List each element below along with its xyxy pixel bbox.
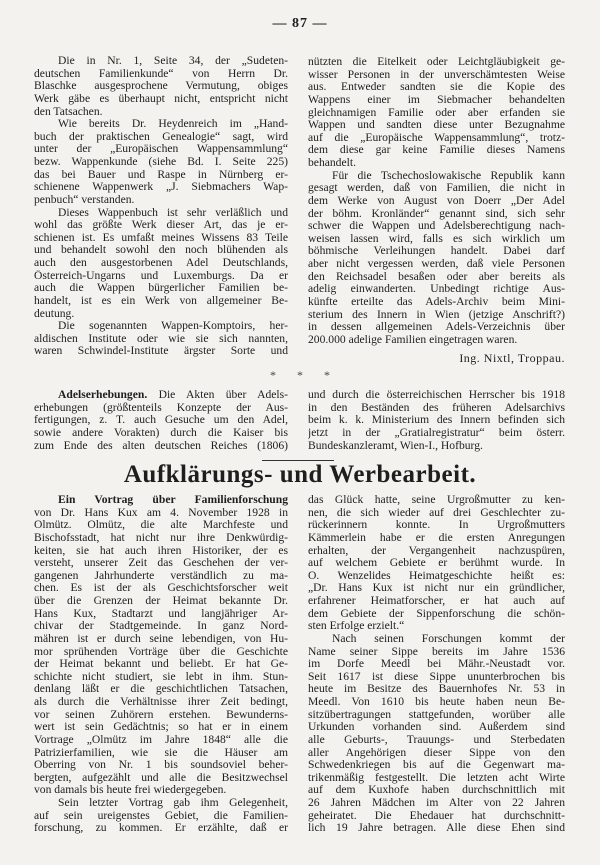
text-line (34, 194, 288, 207)
line-text: Werk gäbe es überhaupt nicht, entspricht nicht (34, 92, 288, 105)
text-line (308, 570, 565, 583)
text-line (34, 532, 288, 545)
line-text: rückerinnern konnte. In Urgroßmutters (308, 519, 565, 532)
text-line (34, 414, 288, 427)
text-line (34, 822, 288, 835)
line-text: mähren ist er durch seine lebendigen, von Hu- (34, 632, 288, 645)
text-line (308, 822, 565, 835)
line-text: behandelt. (308, 157, 356, 169)
text-line (34, 131, 288, 144)
line-text: Vortrage „Olmütz im Jahre 1848“ alle die (34, 733, 288, 746)
text-line (34, 696, 288, 709)
lead-in: Ein Vortrag über Familienforschung (58, 494, 288, 506)
line-text: jetzt in der „Gratialregistratur“ beim österr. (308, 426, 565, 439)
line-text: im Dorfe Meedl bei Mähr.-Neustadt vor. (308, 658, 565, 671)
text-line (34, 507, 288, 520)
line-text: böhmische Verleihungen handelt. Dabei darf (308, 245, 565, 258)
text-line (308, 220, 565, 233)
text-line (308, 81, 565, 94)
text-line (34, 181, 288, 194)
text-line (34, 683, 288, 696)
line-text: denlang läßt er die geschichtlichen Tatsachen, (34, 683, 288, 696)
text-line (308, 402, 565, 415)
paragraph (308, 56, 565, 170)
text-line (34, 721, 288, 734)
line-text: deutung. (34, 307, 75, 320)
line-text: Bundeskanzleramt, Wien-I., Hofburg. (308, 439, 483, 452)
line-text: den Tatsachen. (34, 105, 103, 118)
line-text: chen. Es ist der als Geschichtsforscher weit (34, 582, 288, 595)
text-line (308, 119, 565, 132)
paragraph (308, 494, 565, 633)
line-text: mor sprühenden Vorträge über die Geschichte (34, 645, 288, 658)
notice-adelserhebungen-right (308, 389, 565, 452)
line-text: buch der praktischen Genealogie“ sagt, wird (34, 130, 288, 143)
text-line (308, 296, 565, 309)
paragraph (34, 55, 288, 118)
line-text: 200.000 adelige Familien eingetragen waren. (308, 333, 518, 346)
text-line (308, 519, 565, 532)
line-text: Patrizierfamilien, wie sie die Häuser am (34, 746, 288, 759)
line-text: Die Akten über Adels- (147, 389, 288, 401)
text-line (34, 156, 288, 169)
line-text: der böhm. Kronländer“ genannt sind, sich sehr (308, 207, 565, 220)
line-text: als durch die Verhältnisse ihrer Zeit bedingt, (34, 696, 288, 708)
line-text: schwer die Wappen und Adelsberechtigung nach- (308, 220, 565, 233)
text-line (308, 709, 565, 722)
text-line (34, 709, 288, 722)
text-line (34, 582, 288, 595)
line-text: Österreich-Ungarns und Luxemburgs. Da er (34, 269, 288, 282)
text-line (308, 734, 565, 747)
line-text: Dieses Wappenbuch ist sehr verläßlich und (58, 206, 288, 219)
line-text: geheiratet. Die Ehedauer hat durchschnitt- (308, 809, 565, 822)
text-line (34, 282, 288, 295)
text-line (34, 207, 288, 220)
text-line (308, 494, 565, 507)
line-text: gleichnamigen Familie oder aber erfanden sie (308, 106, 565, 119)
text-line (34, 440, 288, 453)
line-text: alle Geburts-, Trauungs- und Sterbedaten (308, 733, 565, 746)
line-text: in dessen allgemeinen Adels-Verzeichnis über (308, 321, 565, 334)
text-line (308, 532, 565, 545)
line-text: beim k. k. Ministerium des Innern befinden sich (308, 414, 565, 427)
text-line (308, 258, 565, 271)
line-text: O. Wenzelides Heimatgeschichte heißt es: (308, 569, 565, 582)
line-text: schienen ist. Es umfaßt meines Wissens 83 Teile (34, 231, 288, 244)
text-line (308, 646, 565, 659)
text-line (34, 55, 288, 68)
text-line (308, 545, 565, 558)
line-text: Schwedenkriegen bis auf die Gegenwart ma- (308, 759, 565, 772)
text-line (34, 595, 288, 608)
line-text: aber nicht vergessen werden, daß viele Personen (308, 258, 565, 270)
line-text: trikenmäßig festgestellt. Die letzten acht Wirte (308, 771, 565, 784)
line-text: aldischen Institute oder wie sie sich nannten, (34, 332, 288, 345)
line-text: forschung, zu kommen. Er erzählte, daß er (34, 822, 288, 835)
line-text: Olmütz. Olmütz, die alte Marchfeste und (34, 519, 288, 532)
line-text: Die in Nr. 1, Seite 34, der „Sudeten- (58, 55, 288, 67)
text-line (34, 80, 288, 93)
paragraph (34, 389, 288, 452)
line-text: Urkunden vorhanden sind. Außerdem sind (308, 721, 565, 734)
text-line (308, 696, 565, 709)
text-line (308, 170, 565, 183)
text-line (34, 320, 288, 333)
line-text: erhebungen (größtenteils Konzepte der Aus- (34, 401, 288, 414)
line-text: erfahrener Heimatforscher, er hat auch auf (308, 595, 565, 607)
text-line (34, 93, 288, 106)
line-text: von Dr. Hans Kux am 4. November 1928 in (34, 506, 288, 519)
text-line (34, 494, 288, 507)
text-line (34, 557, 288, 570)
text-line (308, 784, 565, 797)
line-text: aller Angehörigen dieser Sippe von den (308, 746, 565, 759)
text-line (34, 671, 288, 684)
text-line (308, 759, 565, 772)
text-line (34, 734, 288, 747)
line-text: auf welchem Gebiete er berühmt wurde. In (308, 557, 565, 570)
line-text: und durch die österreichischen Herrscher bis 1918 (308, 389, 565, 401)
line-text: dem Werke von August von Doerr „Der Adel (308, 194, 565, 207)
paragraph (308, 633, 565, 835)
line-text: sowie andere Vorakten) durch die Kaiser bis (34, 426, 288, 439)
text-line (308, 245, 565, 258)
line-text: schienene Wappenwerk „J. Siebmachers Wap- (34, 181, 288, 194)
line-text: auf die „Europäische Wappensammlung“, trotz- (308, 131, 565, 144)
text-line (34, 545, 288, 558)
text-line (34, 784, 288, 797)
text-line (308, 595, 565, 608)
line-text: auch die Wappen bürgerlicher Familien be- (34, 282, 288, 295)
line-text: keiten, sie hat auch ihren Historiker, der es (34, 544, 288, 557)
line-text: bergten, aufgezählt und alle die Besitzwechsel (34, 771, 288, 784)
line-text: chivar der Stadtgemeinde. In ganz Nord- (34, 620, 288, 633)
line-text: gangenen Jahrhunderte verständlich zu ma- (34, 569, 288, 582)
line-text: wert ist sein Gedächtnis; so hat er in einem (34, 721, 288, 734)
paragraph (308, 170, 565, 347)
text-line (308, 208, 565, 221)
text-line (34, 333, 288, 346)
line-text: von damals bis heute frei wiedergegeben. (34, 784, 227, 797)
text-line (34, 244, 288, 257)
line-text: auf sein ureigenstes Gebiet, die Familien- (34, 809, 288, 822)
text-line (308, 132, 565, 145)
line-text: Seit 1617 ist diese Sippe ununterbrochen bis (308, 670, 565, 683)
text-line (34, 143, 288, 156)
notice-adelserhebungen-left (34, 389, 288, 452)
text-line (34, 232, 288, 245)
text-line (308, 233, 565, 246)
text-line (308, 797, 565, 810)
text-line (308, 56, 565, 69)
line-text: heute im Besitze des Bauernhofes Nr. 53 in (308, 683, 565, 696)
text-line (34, 169, 288, 182)
line-text: der Heimat bekannt und beliebt. Er hat Ge- (34, 658, 288, 671)
line-text: sitzübertragungen stattgefunden, worüber alle (308, 708, 565, 721)
text-line (308, 620, 565, 633)
line-text: und behandelt sowohl den noch blühenden als (34, 244, 288, 257)
text-line (308, 671, 565, 684)
text-line (308, 144, 565, 157)
line-text: penbuch“ verstanden. (34, 193, 135, 206)
line-text: sterium des Innern in Wien (jetzige Anschrift?) (308, 308, 565, 321)
text-line (308, 683, 565, 696)
text-line (308, 658, 565, 671)
line-text: Meedl. Von 1610 bis heute haben neun Be- (308, 696, 565, 708)
text-line (34, 570, 288, 583)
line-text: Kämmerlein habe er die ersten Anregungen (308, 531, 565, 544)
text-line (308, 334, 565, 347)
text-line (34, 620, 288, 633)
text-line (34, 402, 288, 415)
text-line (308, 157, 565, 170)
lead-in: Adelserhebungen. (58, 389, 148, 401)
paragraph (34, 797, 288, 835)
text-line (308, 747, 565, 760)
line-text: wohl das größte Werk dieser Art, das je er- (34, 219, 288, 232)
line-text: das Glück hatte, seine Urgroßmutter zu ken- (308, 494, 565, 506)
text-line (308, 309, 565, 322)
text-line (308, 557, 565, 570)
text-line (308, 633, 565, 646)
line-text: Sein letzter Vortrag gab ihm Gelegenheit, (58, 797, 288, 809)
line-text: waren Schwindel-Institute ärgster Sorte und (34, 345, 288, 358)
line-text: Wappen und sandten diese unter Bezugnahme (308, 119, 565, 132)
section-separator: * * * (270, 368, 330, 382)
text-line (34, 345, 288, 358)
text-line (308, 182, 565, 195)
line-text: weisen lassen wird, falls es sich wirklich um (308, 232, 565, 245)
line-text: erhalten, der Vergangenheit nachzuspüren, (308, 544, 565, 557)
text-line (34, 389, 288, 402)
section-heading: Aufklärungs- und Werbearbeit. (123, 461, 477, 488)
text-line (34, 646, 288, 659)
line-text: schichte nicht studiert, sie lebt in ihm. Stun- (34, 670, 288, 683)
column-bottom-left (34, 494, 288, 835)
text-line (34, 658, 288, 671)
text-line (308, 582, 565, 595)
line-text: sten Erfolge erzielt.“ (308, 620, 405, 633)
line-text: Name seiner Sippe bereits im Jahre 1536 (308, 645, 565, 658)
line-text: dem diese gar keine Familie dieses Namens (308, 144, 565, 157)
text-line (308, 271, 565, 284)
line-text: Die sogenannten Wappen-Komptoirs, her- (58, 320, 288, 333)
text-line (308, 195, 565, 208)
line-text: künfte erteilte das Adels-Archiv beim Mini- (308, 295, 565, 308)
text-line (308, 69, 565, 82)
text-line (34, 219, 288, 232)
text-line (34, 118, 288, 131)
column-top-left (34, 55, 288, 358)
page-number: — 87 — (272, 16, 328, 31)
line-text: gesagt werden, daß von Familien, die nicht in (308, 182, 565, 195)
paragraph (34, 320, 288, 358)
line-text: Wie bereits Dr. Heydenreich im „Hand- (58, 118, 288, 131)
line-text: Blaschke ausgesprochene Vermutung, obiges (34, 80, 288, 93)
text-line (34, 308, 288, 321)
line-text: wisser Personen in der unverschämtesten Weise (308, 68, 565, 81)
line-text: auch den ausgestorbenen Adel Deutschlands, (34, 257, 288, 269)
text-line (34, 759, 288, 772)
paragraph (34, 494, 288, 797)
column-bottom-right (308, 494, 565, 835)
text-line (308, 507, 565, 520)
line-text: nützten die Eitelkeit oder Leichtgläubigkeit ge- (308, 56, 565, 68)
text-line (34, 772, 288, 785)
text-line (34, 633, 288, 646)
text-line (308, 389, 565, 402)
text-line (308, 321, 565, 334)
author-signature: Ing. Nixtl, Troppau. (459, 351, 565, 365)
line-text: 26 Jahren Mädchen im Alter von 22 Jahren (308, 797, 565, 809)
text-line (34, 608, 288, 621)
line-text: adelig einwanderten. Unbedingt richtige Aus- (308, 283, 565, 296)
text-line (34, 106, 288, 119)
text-line (308, 94, 565, 107)
line-text: lich 19 Jahre betragen. Alle diese Ehen sind (308, 822, 565, 835)
text-line (34, 257, 288, 270)
text-line (308, 414, 565, 427)
line-text: „Dr. Hans Kux ist nicht nur ein gründlicher, (308, 582, 565, 595)
line-text: Nach seinen Forschungen kommt der (332, 632, 565, 645)
line-text: zum Ende des alten deutschen Reiches (1806) (34, 439, 288, 452)
paragraph (34, 118, 288, 206)
line-text: das bei Bauer und Raspe in Nürnberg er- (34, 168, 288, 181)
text-line (34, 747, 288, 760)
line-text: vor seinen Zuhörern erstehen. Bewunderns- (34, 708, 288, 721)
line-text: Oberring von Nr. 1 bis soundsoviel beher- (34, 759, 288, 772)
line-text: aus. Entweder sandten sie die Kopie des (308, 81, 565, 94)
line-text: versteht, unserer Zeit das Geschehen der ver- (34, 557, 288, 570)
line-text: deutschen Familienkunde“ von Herrn Dr. (34, 67, 288, 80)
line-text: fertigungen, z. T. auch Gesuche um den Adel, (34, 414, 288, 427)
text-line (34, 270, 288, 283)
line-text: den Reichsadel besaßen oder aber bereits als (308, 270, 565, 283)
line-text: Wappens einer im Siebmacher behandelten (308, 93, 565, 106)
line-text: Hans Kux, Stadtarzt und langjähriger Ar- (34, 607, 288, 620)
line-text: Für die Tschechoslowakische Republik kann (332, 169, 565, 182)
text-line (34, 427, 288, 440)
text-line (34, 295, 288, 308)
line-text: dem Gebiete der Sippenforschung die schön- (308, 607, 565, 620)
text-line (308, 810, 565, 823)
text-line (34, 68, 288, 81)
text-line (34, 797, 288, 810)
text-line (308, 440, 565, 453)
line-text: unter der „Europäischen Wappensammlung“ (34, 143, 288, 156)
paragraph (308, 389, 565, 452)
line-text: handelt, ist es ein Werk von allgemeiner Be- (34, 294, 288, 307)
text-line (34, 810, 288, 823)
line-text: über die Grenzen der Heimat bekannte Dr. (34, 595, 288, 607)
column-top-right (308, 56, 565, 346)
line-text: Bischofsstadt, hat nicht nur ihre Denkwürdig- (34, 531, 288, 544)
text-line (308, 427, 565, 440)
text-line (308, 283, 565, 296)
line-text: in den Beständen des früheren Adelsarchivs (308, 401, 565, 414)
text-line (34, 519, 288, 532)
line-text: auf dem Kuxhofe haben durchschnittlich mit (308, 784, 565, 797)
line-text: nen, die sich wieder auf drei Geschlechter zu- (308, 506, 565, 519)
paragraph (34, 207, 288, 321)
text-line (308, 608, 565, 621)
text-line (308, 721, 565, 734)
line-text: bezw. Wappenkunde (siehe Bd. I. Seite 225) (34, 156, 288, 168)
text-line (308, 772, 565, 785)
text-line (308, 107, 565, 120)
